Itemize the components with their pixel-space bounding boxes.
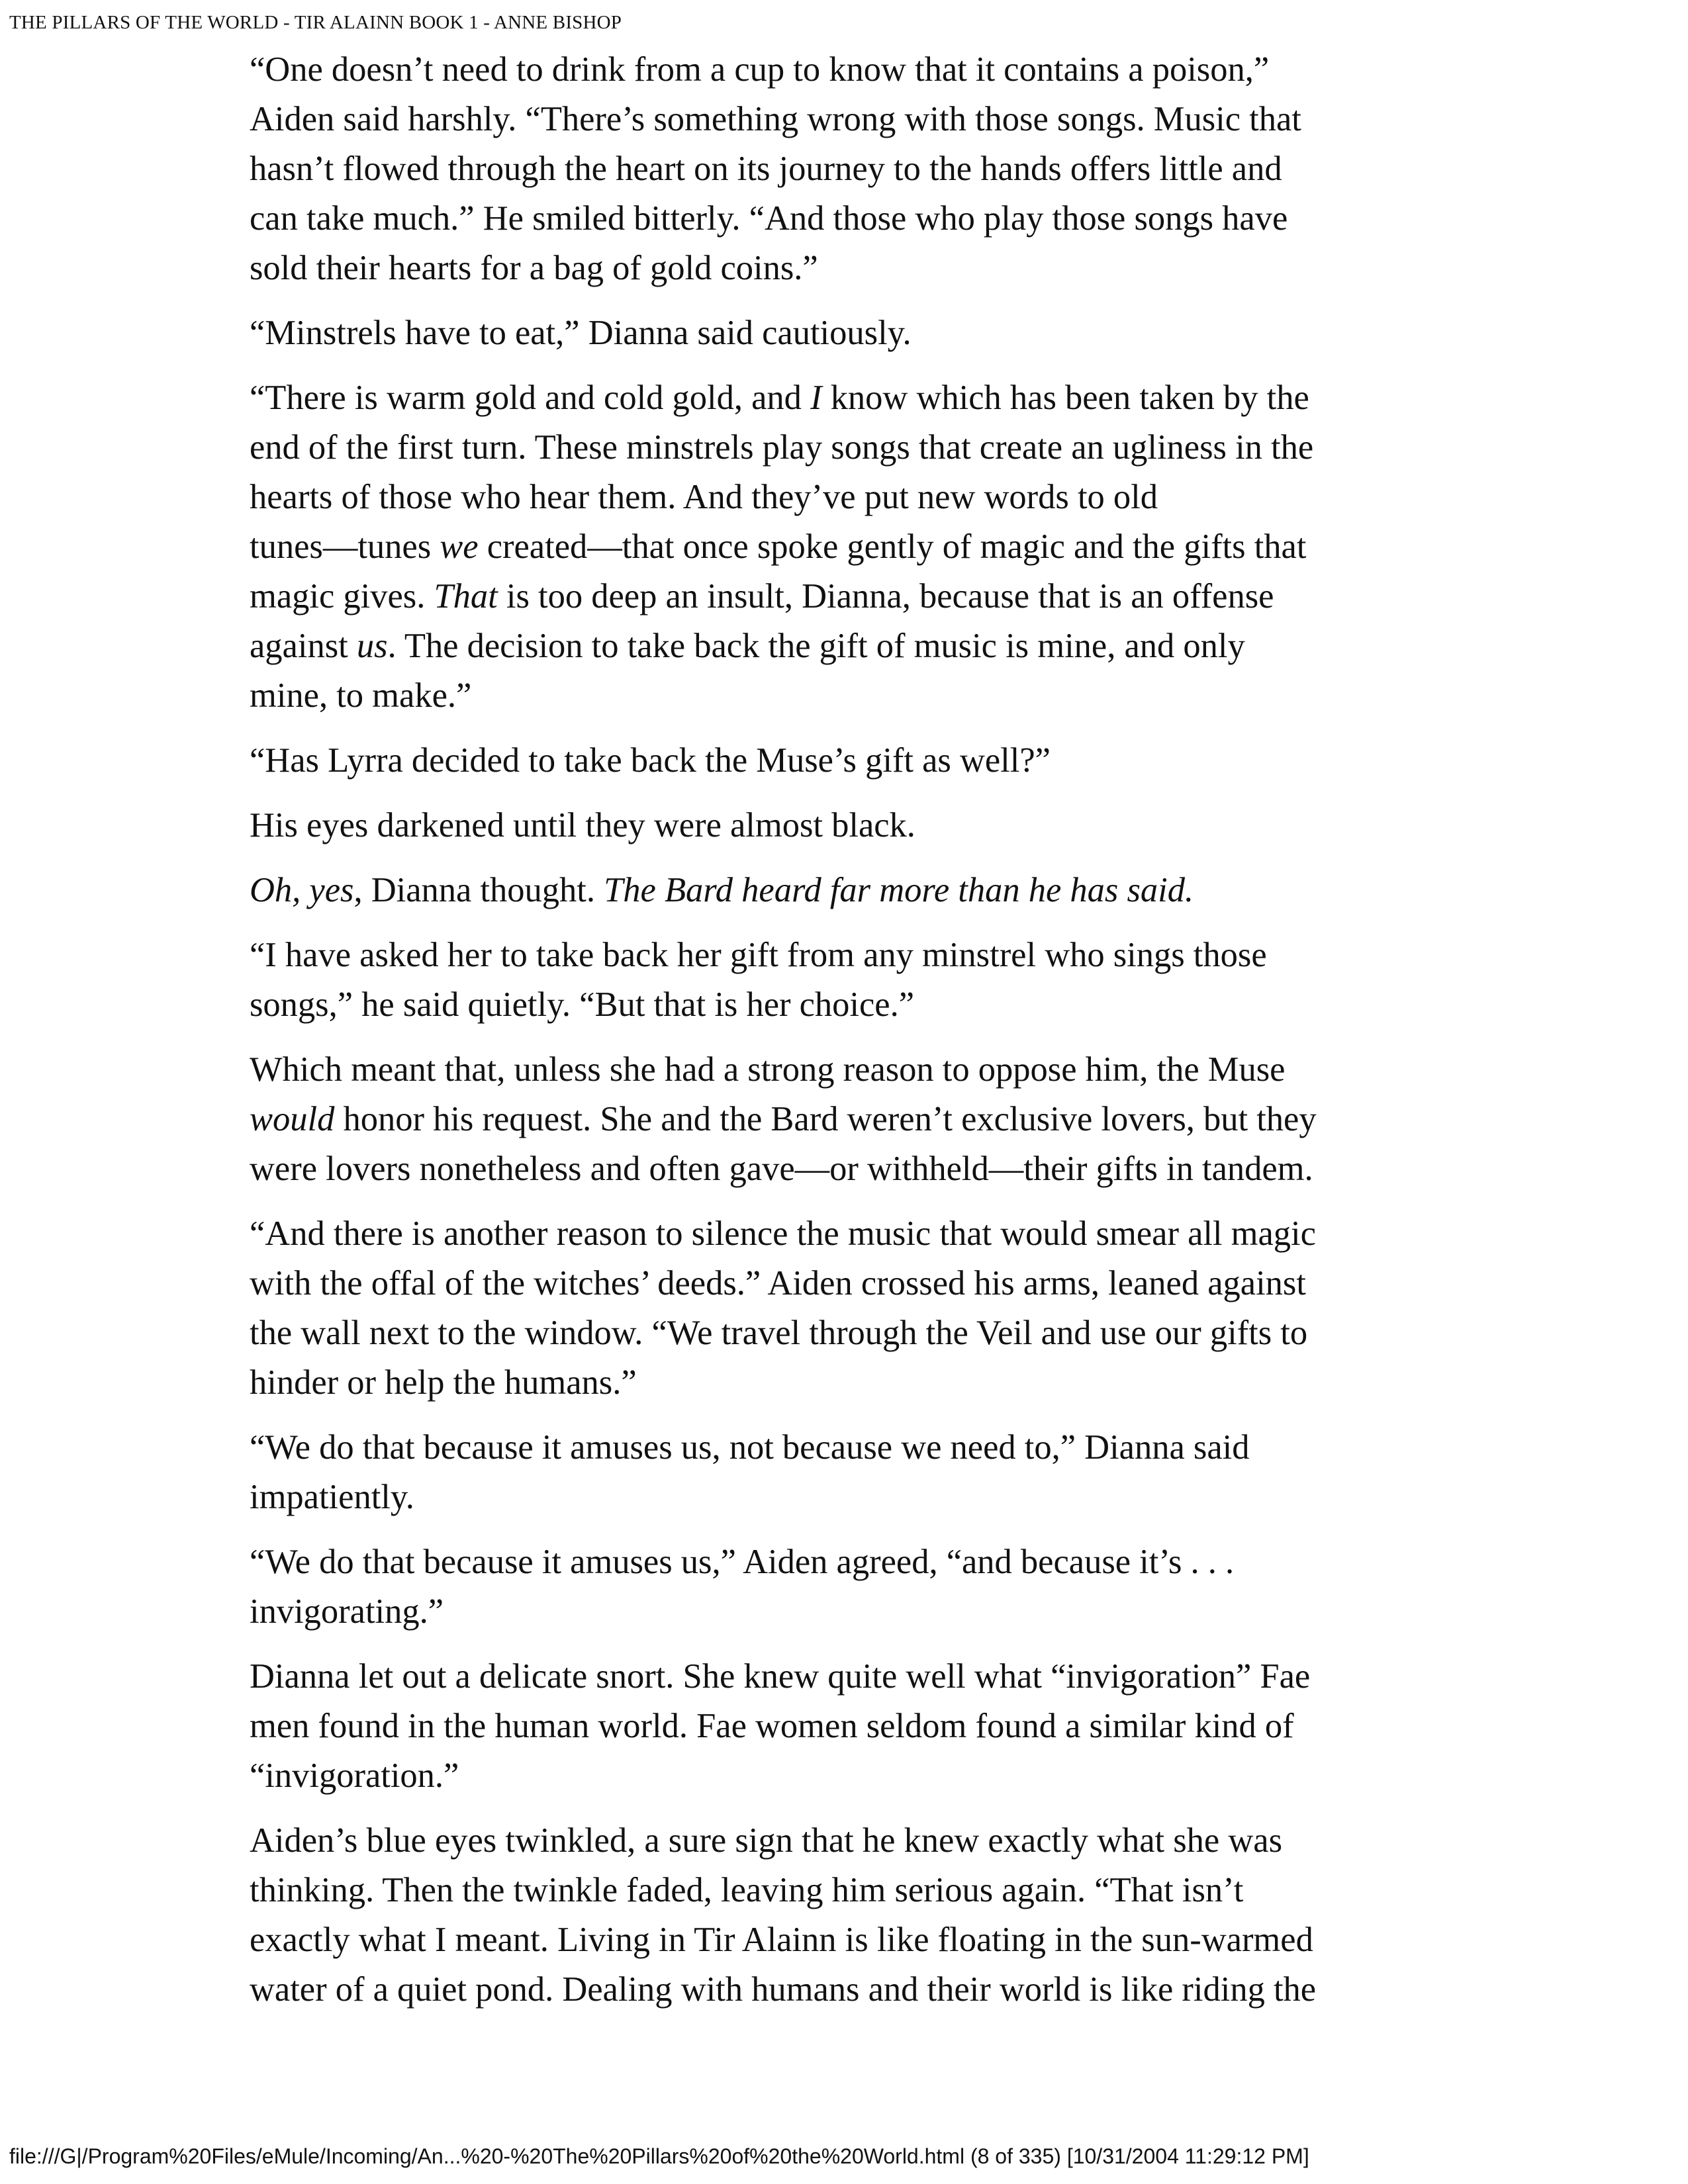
text-line [250,1095,1461,1144]
text-fragment: His eyes darkened until they were almost black. [250,806,915,844]
text-fragment: thinking. Then the twinkle faded, leaving him serious again. “That isn’t [250,1871,1244,1909]
text-line [250,1537,1461,1587]
paragraph [250,45,1461,293]
text-line [250,1587,1461,1637]
italic-text: Oh, yes [250,871,354,909]
paragraph [250,1209,1461,1408]
text-fragment: invigorating.” [250,1592,444,1631]
text-fragment: Which meant that, unless she had a strong reason to oppose him, the Muse [250,1050,1286,1089]
text-line [250,423,1461,473]
text-line [250,1423,1461,1473]
text-fragment: the wall next to the window. “We travel through the Veil and use our gifts to [250,1314,1308,1352]
italic-text: That [434,577,498,615]
text-fragment: sold their hearts for a bag of gold coins.” [250,249,818,287]
text-fragment: “Minstrels have to eat,” Dianna said cautiously. [250,314,912,352]
paragraph [250,1045,1461,1194]
italic-text: I [810,379,822,417]
italic-text: would [250,1100,335,1138]
text-line [250,45,1461,95]
text-fragment: “I have asked her to take back her gift from any minstrel who sings those [250,936,1267,974]
text-fragment: “There is warm gold and cold gold, and [250,379,811,417]
text-line [250,1652,1461,1702]
text-fragment: . The decision to take back the gift of music is mine, and only [387,627,1245,665]
text-fragment: “Has Lyrra decided to take back the Muse’s gift as well?” [250,741,1051,780]
text-fragment: songs,” he said quietly. “But that is her choice.” [250,985,915,1024]
page-footer-file-path: file:///G|/Program%20Files/eMule/Incoming/An...%20-%20The%20Pillars%20of%20the%20World.html (8 of 335) [10/31/2004 11:29:12 PM] [9,2144,1309,2168]
text-line [250,308,1461,358]
paragraph [250,1652,1461,1801]
text-line [250,1866,1461,1915]
text-fragment: hearts of those who hear them. And they’ve put new words to old [250,478,1158,516]
text-line [250,671,1461,721]
text-line [250,736,1461,786]
italic-text: The Bard heard far more than he has said. [604,871,1194,909]
italic-text: us [356,627,388,665]
paragraph [250,866,1461,915]
text-fragment: impatiently. [250,1478,414,1516]
text-line [250,194,1461,244]
text-line [250,1965,1461,2015]
paragraph [250,373,1461,721]
text-fragment: is too deep an insult, Dianna, because that is an offense [497,577,1274,615]
text-fragment: hasn’t flowed through the heart on its journey to the hands offers little and [250,150,1282,188]
text-line [250,473,1461,522]
text-line [250,931,1461,980]
text-fragment: created—that once spoke gently of magic and the gifts that [478,527,1307,566]
text-fragment: “And there is another reason to silence the music that would smear all magic [250,1214,1316,1253]
text-fragment: tunes—tunes [250,527,440,566]
text-fragment: Aiden’s blue eyes twinkled, a sure sign that he knew exactly what she was [250,1821,1283,1860]
text-fragment: “One doesn’t need to drink from a cup to know that it contains a poison,” [250,50,1270,89]
italic-text: we [440,527,479,566]
text-fragment: against [250,627,357,665]
text-fragment: men found in the human world. Fae women seldom found a similar kind of [250,1707,1294,1745]
text-line [250,866,1461,915]
text-fragment: exactly what I meant. Living in Tir Alainn is like floating in the sun-warmed [250,1921,1313,1959]
paragraph [250,931,1461,1030]
text-fragment: end of the first turn. These minstrels play songs that create an ugliness in the [250,428,1314,467]
text-fragment: hinder or help the humans.” [250,1363,637,1402]
text-line [250,1816,1461,1866]
text-line [250,1045,1461,1095]
paragraph [250,1537,1461,1637]
text-line [250,1751,1461,1801]
text-fragment: with the offal of the witches’ deeds.” Aiden crossed his arms, leaned against [250,1264,1306,1302]
text-fragment: , Dianna thought. [353,871,604,909]
text-fragment: “invigoration.” [250,1756,459,1795]
paragraph [250,308,1461,358]
paragraph [250,736,1461,786]
text-line [250,95,1461,144]
text-fragment: “We do that because it amuses us,” Aiden agreed, “and because it’s . . . [250,1543,1235,1581]
text-line [250,244,1461,293]
text-fragment: Dianna let out a delicate snort. She knew quite well what “invigoration” Fae [250,1657,1311,1696]
text-line [250,801,1461,850]
paragraph [250,801,1461,850]
text-line [250,1473,1461,1522]
text-line [250,1915,1461,1965]
text-fragment: magic gives. [250,577,434,615]
text-fragment: Aiden said harshly. “There’s something wrong with those songs. Music that [250,100,1301,138]
text-fragment: know which has been taken by the [821,379,1309,417]
paragraph [250,1816,1461,2015]
text-line [250,1259,1461,1308]
text-fragment: mine, to make.” [250,676,472,715]
text-fragment: honor his request. She and the Bard weren’t exclusive lovers, but they [334,1100,1317,1138]
text-line [250,621,1461,671]
book-text-body [250,45,1461,2030]
paragraph [250,1423,1461,1522]
text-line [250,144,1461,194]
text-line [250,980,1461,1030]
text-fragment: water of a quiet pond. Dealing with humans and their world is like riding the [250,1970,1317,2009]
text-line [250,1209,1461,1259]
text-line [250,373,1461,423]
text-line [250,1308,1461,1358]
text-line [250,1358,1461,1408]
text-line [250,572,1461,621]
text-fragment: “We do that because it amuses us, not because we need to,” Dianna said [250,1428,1250,1467]
page-header-title: THE PILLARS OF THE WORLD - TIR ALAINN BOOK 1 - ANNE BISHOP [9,12,622,33]
text-fragment: were lovers nonetheless and often gave—or withheld—their gifts in tandem. [250,1150,1313,1188]
text-line [250,1702,1461,1751]
text-line [250,1144,1461,1194]
text-fragment: can take much.” He smiled bitterly. “And those who play those songs have [250,199,1288,238]
text-line [250,522,1461,572]
